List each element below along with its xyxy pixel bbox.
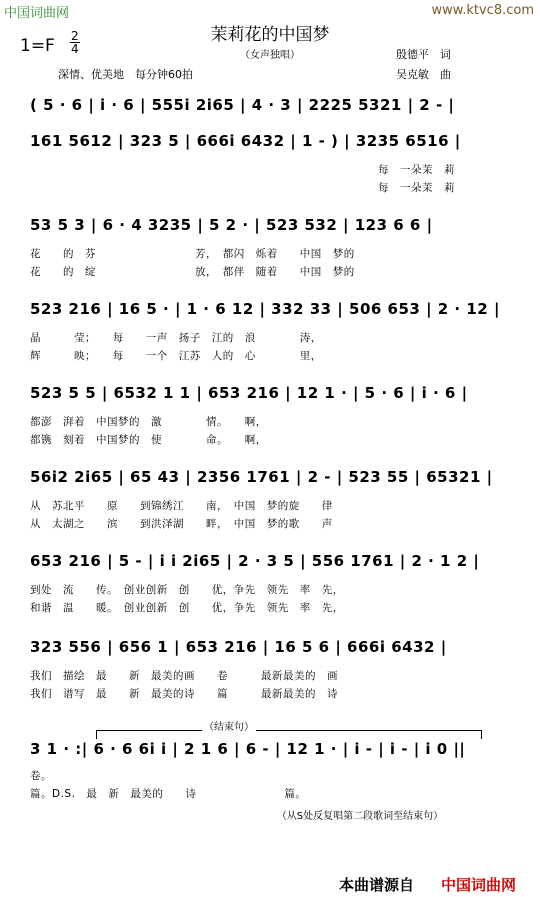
- lyric-row-2b: 每 一朵茉 莉: [378, 182, 455, 194]
- score-row-9: 3 1 · :| 6 · 6 6i i | 2 1 6 | 6 - | 12 1 · | i - | i - | i 0 ||: [30, 740, 466, 758]
- site-url[interactable]: www.ktvc8.com: [431, 3, 534, 18]
- score-row-2: 161 5612 | 323 5 | 666i 6432 | 1 - ) | 3235 6516 |: [30, 132, 461, 150]
- meter-bottom: 4: [71, 42, 79, 56]
- lyric-row-6a: 从 苏北平 原 到锦绣江 南， 中国 梦的旋 律: [30, 500, 333, 512]
- lyric-row-2a: 每 一朵茉 莉: [378, 164, 455, 176]
- lyricist-credit: 殷德平 词: [396, 48, 451, 61]
- lyric-row-8b: 我们 谱写 最 新 最美的诗 篇 最新最美的 诗: [30, 688, 338, 700]
- score-row-3: 53 5 3 | 6 · 4 3235 | 5 2 · | 523 532 | 123 6 6 |: [30, 216, 433, 234]
- score-row-6: 56i2 2i65 | 65 43 | 2356 1761 | 2 - | 523 55 | 65321 |: [30, 468, 493, 486]
- key-signature: 1=F: [20, 36, 55, 56]
- score-row-1: ( 5 · 6 | i · 6 | 555i 2i65 | 4 · 3 | 2225 5321 | 2 - |: [30, 96, 455, 114]
- ending-label: （结束句）: [202, 718, 256, 733]
- lyric-row-5b: 都镌 刻着 中国梦的 使 命。 啊，: [30, 434, 267, 446]
- composer-credit: 吴克敏 曲: [396, 68, 451, 81]
- lyric-row-4a: 晶 莹； 每 一声 扬子 江的 浪 涛，: [30, 332, 322, 344]
- score-row-5: 523 5 5 | 6532 1 1 | 653 216 | 12 1 · | 5 · 6 | i · 6 |: [30, 384, 468, 402]
- site-watermark[interactable]: 中国词曲网: [4, 6, 70, 21]
- score-row-7: 653 216 | 5 - | i i 2i65 | 2 · 3 5 | 556 1761 | 2 · 1 2 |: [30, 552, 480, 570]
- lyric-row-5a: 都澎 湃着 中国梦的 激 情。 啊，: [30, 416, 267, 428]
- repeat-footnote: （从S处反复唱第二段歌词至结束句）: [276, 811, 444, 822]
- score-row-8: 323 556 | 656 1 | 653 216 | 16 5 6 | 666i 6432 |: [30, 638, 447, 656]
- source-site-link[interactable]: 中国词曲网: [441, 876, 517, 894]
- ending-bracket: [96, 730, 482, 739]
- lyric-row-7b: 和谐 温 暖。 创业创新 创 优，争先 领先 率 先，: [30, 602, 344, 614]
- lyric-row-9a: 卷。: [30, 770, 52, 782]
- song-title: 茉莉花的中国梦: [210, 25, 330, 45]
- lyric-row-6b: 从 太湖之 滨 到洪泽湖 畔， 中国 梦的歌 声: [30, 518, 333, 530]
- song-subtitle: （女声独唱）: [240, 50, 300, 61]
- lyric-row-7a: 到处 流 传。 创业创新 创 优，争先 领先 率 先，: [30, 584, 344, 596]
- lyric-row-3a: 花 的 芬 芳， 都闪 烁着 中国 梦的: [30, 248, 355, 260]
- lyric-row-9b: 篇。D.S. 最 新 最美的 诗 篇。: [30, 788, 307, 800]
- lyric-row-3b: 花 的 绽 放， 都伴 随着 中国 梦的: [30, 266, 355, 278]
- time-signature: [70, 30, 80, 55]
- score-row-4: 523 216 | 16 5 · | 1 · 6 12 | 332 33 | 506 653 | 2 · 12 |: [30, 300, 500, 318]
- lyric-row-4b: 辉 映； 每 一个 江苏 人的 心 里，: [30, 350, 322, 362]
- source-label: 本曲谱源自: [339, 876, 415, 894]
- tempo-marking: 深情、优美地 每分钟60拍: [58, 68, 193, 81]
- lyric-row-8a: 我们 描绘 最 新 最美的画 卷 最新最美的 画: [30, 670, 338, 682]
- meter-top: 2: [71, 29, 79, 43]
